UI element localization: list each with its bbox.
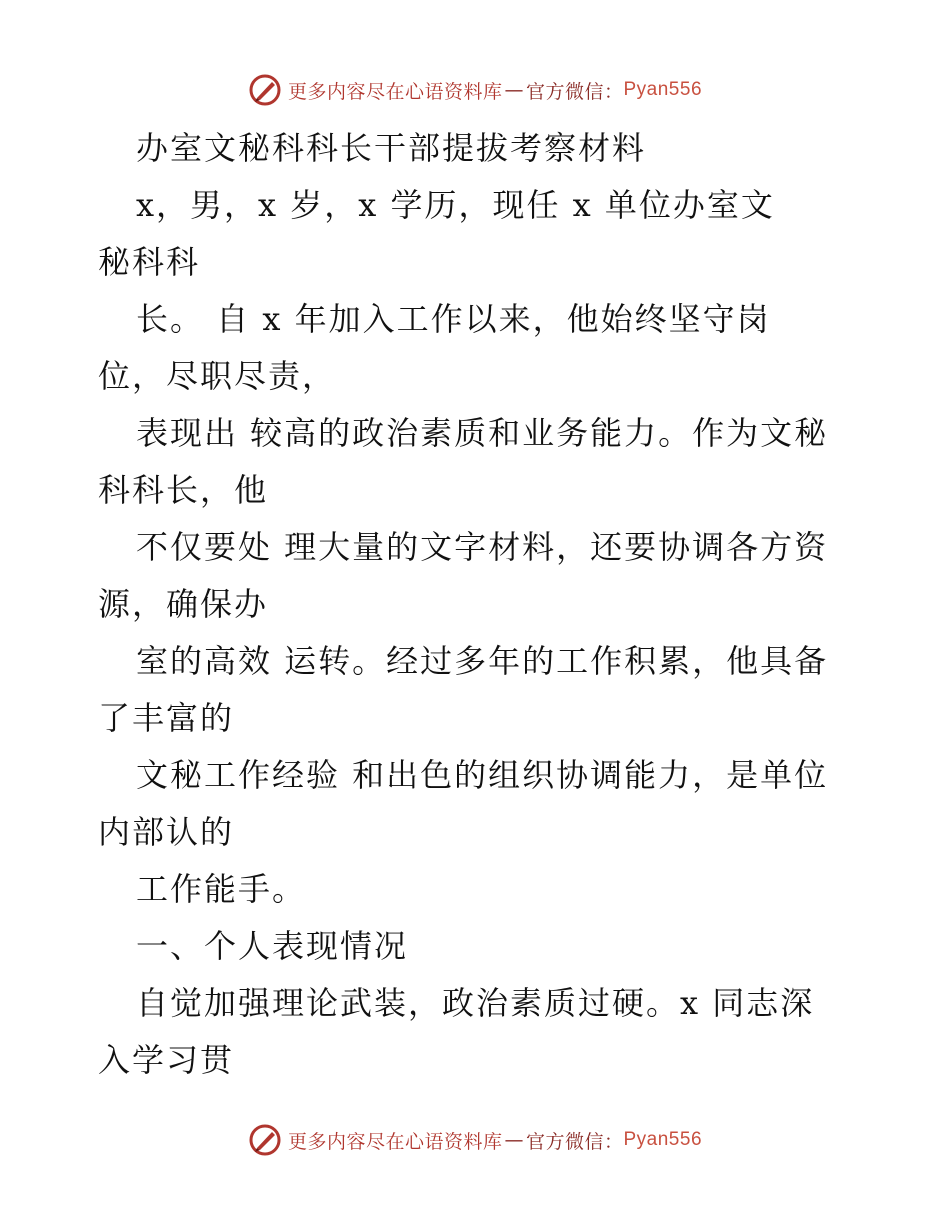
watermark-wechat-id: Pyan556 (623, 1129, 703, 1150)
body-line: 秘科科 (98, 243, 201, 281)
quill-logo-icon (248, 73, 282, 107)
body-line: 表现出 较高的政治素质和业务能力。作为文秘 (136, 414, 829, 452)
body-line: 文秘工作经验 和出色的组织协调能力，是单位 (136, 756, 829, 794)
section-heading: 一、个人表现情况 (136, 927, 409, 965)
body-line: 自觉加强理论武装，政治素质过硬。x 同志深 (136, 984, 815, 1022)
watermark-wechat-id: Pyan556 (623, 79, 703, 100)
body-line: 不仅要处 理大量的文字材料，还要协调各方资 (136, 528, 829, 566)
body-line: 工作能手。 (136, 870, 307, 908)
body-line: 入学习贯 (98, 1041, 235, 1079)
document-title: 办室文秘科科长干部提拔考察材料 (136, 129, 647, 167)
body-line: 科科长，他 (98, 471, 269, 509)
watermark-link-text: 更多内容尽在心语资料库 (287, 1130, 503, 1153)
watermark-link-text: 更多内容尽在心语资料库 (287, 80, 503, 103)
watermark-banner-bottom (0, 1120, 950, 1160)
body-line: 了丰富的 (98, 699, 235, 737)
body-line: 源，确保办 (98, 585, 269, 623)
body-line: 位，尽职尽责， (98, 357, 337, 395)
watermark-official-label: 官方微信： (525, 80, 624, 103)
watermark-banner-top (0, 70, 950, 110)
body-line: 室的高效 运转。经过多年的工作积累，他具备 (136, 642, 829, 680)
document-body (98, 120, 838, 1089)
watermark-official-label: 官方微信： (525, 1130, 624, 1153)
quill-logo-icon (248, 1123, 282, 1157)
body-line: 内部认的 (98, 813, 235, 851)
body-line: x，男，x 岁，x 学历，现任 x 单位办室文 (136, 186, 775, 224)
body-line: 长。 自 x 年加入工作以来，他始终坚守岗 (136, 300, 771, 338)
watermark-dash: — (504, 79, 524, 101)
watermark-dash: — (504, 1129, 524, 1151)
